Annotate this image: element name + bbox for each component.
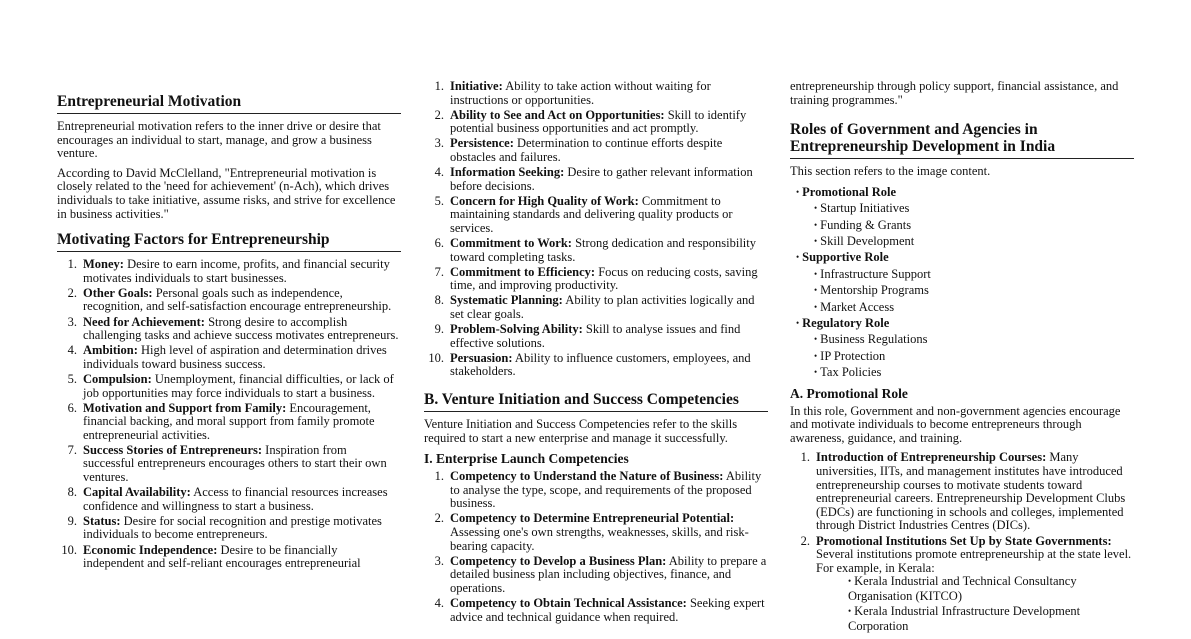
list-item: 9. Status: Desire for social recognition and prestige motivates individuals to become entrepreneurs. [67,513,382,542]
role-item: • Supportive Role • Infrastructure Support • Mentorship Programs • Market Access [790,250,1134,316]
list-item: 10. Economic Independence: Desire to be financially independent and self-reliant encourages entrepreneurial [61,542,361,571]
promotional-list [790,451,1134,633]
list-item: • Kerala Industrial Infrastructure Development Corporation [822,605,1134,633]
list-item: • Mentorship Programs [796,283,1134,299]
continued-text: entrepreneurship through policy support, financial assistance, and training programmes." [790,79,1119,107]
roles-tree [790,185,1134,382]
list-item: • Business Regulations [796,332,1134,348]
list-item: 1. Introduction of Entrepreneurship Courses: Many universities, IITs, and management institutes have introduced entrepreneurship courses to motivate students toward entrepreneurial careers. Entrepreneurship Development Clubs (EDCs) are functioning in schools and colleges, implemented through District Industries Centres (DICs). [800,450,1126,533]
column-2 [424,80,768,630]
list-item: • Startup Initiatives [796,201,1134,217]
column-3 [790,80,1134,639]
list-item: • Kerala Industrial and Technical Consultancy Organisation (KITCO) [822,575,1134,603]
column-1 [57,80,401,577]
list-item: 7. Success Stories of Entrepreneurs: Inspiration from successful entrepreneurs encourages others to start their own ventures. [67,442,387,485]
roles-note: This section refers to the image content. [790,164,991,179]
venture-definition: Venture Initiation and Success Competencies refer to the skills required to start a new enterprise and manage it successfully. [424,416,738,445]
list-item: 8. Capital Availability: Access to financial resources increases confidence and willingness to start a business. [67,485,388,513]
list-item: 4. Competency to Obtain Technical Assistance: Seeking expert advice and technical guidance when required. [434,596,765,624]
competencies-list [424,80,768,379]
role-item: • Regulatory Role • Business Regulations • IP Protection • Tax Policies [790,316,1134,382]
list-item: 9. Problem-Solving Ability: Skill to analyse issues and find effective solutions. [434,322,741,350]
list-item: 1. Competency to Understand the Nature of Business: Ability to analyse the type, scope, and requirements of the proposed business. [434,469,762,511]
factors-list [57,258,401,571]
list-item: 4. Ambition: High level of aspiration and determination drives individuals toward business success. [67,343,387,371]
motivation-definition: Entrepreneurial motivation refers to the inner drive or desire that encourages an individual to start, manage, and grow a business venture. [57,119,381,161]
launch-list [424,470,768,624]
list-item: 10. Persuasion: Ability to influence customers, employees, and stakeholders. [428,350,751,379]
list-item: 5. Concern for High Quality of Work: Commitment to maintaining standards and delivering quality products or services. [434,193,733,235]
list-item: • Funding & Grants [796,218,1134,234]
list-item: 4. Information Seeking: Desire to gather relevant information before decisions. [434,165,753,193]
list-item: • Skill Development [796,234,1134,250]
list-item: • IP Protection [796,349,1134,365]
factors-heading: Motivating Factors for Entrepreneurship [57,231,401,252]
promotional-definition: In this role, Government and non-government agencies encourage and motivate individuals to become entrepreneurs through awareness, guidance, and training. [790,403,1121,445]
launch-heading: I. Enterprise Launch Competencies [424,451,629,467]
list-item: 3. Need for Achievement: Strong desire to accomplish challenging tasks and achieve success motivates entrepreneurs. [67,314,399,343]
role-item: • Promotional Role • Startup Initiatives • Funding & Grants • Skill Development [790,185,1134,251]
list-item: • Infrastructure Support [796,267,1134,283]
list-item: • Tax Policies [796,365,1134,381]
list-item: 7. Commitment to Efficiency: Focus on reducing costs, saving time, and improving productivity. [434,264,758,293]
list-item: 2. Promotional Institutions Set Up by State Governments: Several institutions promote entrepreneurship at the state level. For example, in Kerala: • Kerala Industrial and Technical Consultancy Organisation (KITCO) • Kerala Industrial Infrastructure Development Corporation [790,535,1134,634]
list-item: 8. Systematic Planning: Ability to plan activities logically and set clear goals. [434,293,755,321]
mcclelland-quote: According to David McClelland, "Entrepreneurial motivation is closely related to the 'need for achievement' (n-Ach), which drives individuals to take initiative, assume risks, and strive for excellence in business activities." [57,165,396,221]
list-item: 3. Persistence: Determination to continue efforts despite obstacles and failures. [434,136,723,164]
list-item: 2. Ability to See and Act on Opportunities: Skill to identify potential business opportunities and act promptly. [434,107,747,136]
list-item: 6. Motivation and Support from Family: Encouragement, financial backing, and moral support from family promote entrepreneurial activities. [67,400,375,442]
list-item: 1. Initiative: Ability to take action without waiting for instructions or opportunities. [434,79,711,107]
promotional-heading: A. Promotional Role [790,385,908,401]
list-item: 2. Other Goals: Personal goals such as independence, recognition, and self-satisfaction encourage entrepreneurship. [67,285,392,314]
list-item: 3. Competency to Develop a Business Plan: Ability to prepare a detailed business plan including objectives, finance, and operations. [434,553,767,595]
list-item: 5. Compulsion: Unemployment, financial difficulties, or lack of job opportunities may force individuals to start a business. [67,371,394,400]
venture-heading: B. Venture Initiation and Success Competencies [424,391,768,412]
list-item: 6. Commitment to Work: Strong dedication and responsibility toward completing tasks. [434,236,756,264]
list-item: 1. Money: Desire to earn income, profits, and financial security motivates individuals to start businesses. [67,257,390,285]
motivation-heading: Entrepreneurial Motivation [57,93,401,114]
list-item: • Market Access [796,300,1134,316]
list-item: 2. Competency to Determine Entrepreneurial Potential: Assessing one's own strengths, weaknesses, skills, and risk-bearing capacity. [434,511,749,553]
roles-heading: Roles of Government and Agencies in Entrepreneurship Development in India [790,121,1134,159]
